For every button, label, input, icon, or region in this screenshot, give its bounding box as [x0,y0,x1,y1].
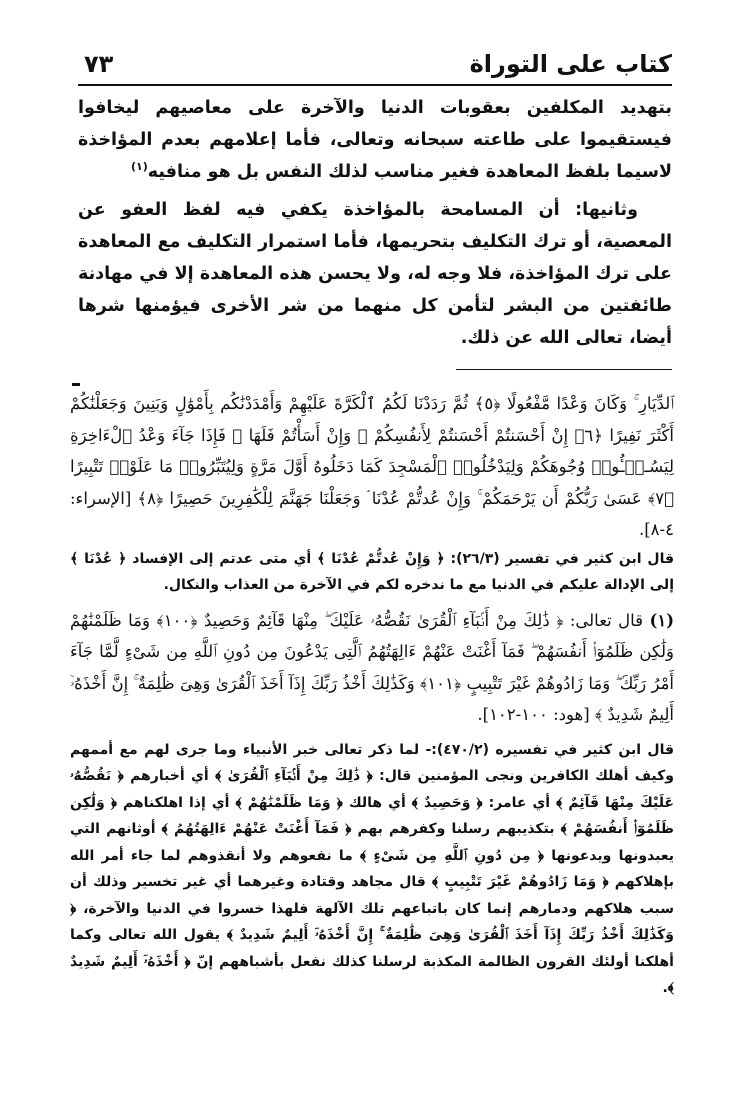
page-number: ٧٣ [84,50,114,78]
footnote-verse-1: ٱلدِّيَارِ ۚ وَكَانَ وَعْدًا مَّفْعُولًا ﴿٥﴾ ثُمَّ رَدَدْنَا لَكُمُ ٱلْكَرَّةَ عَلَيْهِمْ وَأَمْدَدْنَٰكُم بِأَمْوَٰلٍ وَبَنِينَ وَجَعَلْنَٰكُمْ أَكْثَرَ نَفِيرًا ﴿٦﴾ إِنْ أَحْسَنتُمْ أَحْسَنتُمْ لِأَنفُسِكُمْ ۖ وَإِنْ أَسَأْتُمْ فَلَهَا ۚ فَإِذَا جَآءَ وَعْدُ ٱلْءَاخِرَةِ لِيَسُـۥٓـُٔوا۟ وُجُوهَكُمْ وَلِيَدْخُلُوا۟ ٱلْمَسْجِدَ كَمَا دَخَلُوهُ أَوَّلَ مَرَّةٍ وَلِيُتَبِّرُوا۟ مَا عَلَوْا۟ تَتْبِيرًا ﴿٧﴾ عَسَىٰ رَبُّكُمْ أَن يَرْحَمَكُمْ ۚ وَإِنْ عُدتُّمْ عُدْنَا ۘ وَجَعَلْنَا جَهَنَّمَ لِلْكَٰفِرِينَ حَصِيرًا ﴿٨﴾ [الإسراء: ٤-٨]. [70,394,674,539]
footnotes [70,388,674,1002]
footnote-ref: (١) [131,160,148,174]
paragraph-2: وثانيها: أن المسامحة بالمؤاخذة يكفي فيه لفظ العفو عن المعصية، أو ترك التكليف بتحريمها، فأما استمرار التكليف مع المعاهدة على ترك المؤاخذة، فلا وجه له، ولا يحسن هذه المعاهدة إلا في مهادنة طائفتين من البشر لتأمن كل منهما من شر الأخرى فيؤمنها شرها أيضا، تعالى الله عن ذلك. [78,200,672,348]
footnote-1 [70,605,674,731]
paragraph-1-text: بتهديد المكلفين بعقوبات الدنيا والآخرة على معاصيهم ليخافوا فيستقيموا على طاعته سبحانه وتعالى، فأما إعلامهم بعدم المؤاخذة لاسيما بلفظ المعاهدة فغير مناسب لذلك النفس بل هو منافيه [78,98,672,182]
margin-mark [72,383,80,386]
paragraph-1 [78,92,672,188]
footnote-separator [456,369,672,370]
page-header [78,48,672,86]
footnote-verse-2: قال تعالى: ﴿ ذَٰلِكَ مِنْ أَنۢبَآءِ ٱلْقُرَىٰ نَقُصُّهُۥ عَلَيْكَ ۖ مِنْهَا قَآئِمٌ وَحَصِيدٌ ﴿١٠٠﴾ وَمَا ظَلَمْنَٰهُمْ وَلَٰكِن ظَلَمُوٓا۟ أَنفُسَهُمْ ۖ فَمَآ أَغْنَتْ عَنْهُمْ ءَالِهَتُهُمُ ٱلَّتِى يَدْعُونَ مِن دُونِ ٱللَّهِ مِن شَىْءٍ لَّمَّا جَآءَ أَمْرُ رَبِّكَ ۖ وَمَا زَادُوهُمْ غَيْرَ تَتْبِيبٍ ﴿١٠١﴾ وَكَذَٰلِكَ أَخْذُ رَبِّكَ إِذَآ أَخَذَ ٱلْقُرَىٰ وَهِىَ ظَٰلِمَةٌ ۚ إِنَّ أَخْذَهُۥٓ أَلِيمٌ شَدِيدٌ ﴾ [هود: ١٠٠-١٠٢]. [70,610,674,724]
footnote-number: (١) [649,610,675,630]
footnote-comment-2: قال ابن كثير في تفسيره (٤٧٠/٢):- لما ذكر تعالى خبر الأنبياء وما جرى لهم مع أممهم وكيف أهلك الكافرين ونجى المؤمنين قال: ﴿ ذَٰلِكَ مِنْ أَنۢبَآءِ ٱلْقُرَىٰ ﴾ أي أخبارهم ﴿ نَقُصُّهُۥ عَلَيْكَ مِنْهَا قَآئِمٌ ﴾ أي عامر: ﴿ وَحَصِيدٌ ﴾ أي هالك ﴿ وَمَا ظَلَمْنَٰهُمْ ﴾ أي إذا اهلكناهم ﴿ وَلَٰكِن ظَلَمُوٓا۟ أَنفُسَهُمْ ﴾ بتكذيبهم رسلنا وكفرهم بهم ﴿ فَمَآ أَغْنَتْ عَنْهُمْ ءَالِهَتُهُمُ ﴾ أوثانهم التي يعبدونها ويدعونها ﴿ مِن دُونِ ٱللَّهِ مِن شَىْءٍ ﴾ ما نفعوهم ولا أنقذوهم لما جاء أمر الله بإهلاكهم ﴿ وَمَا زَادُوهُمْ غَيْرَ تَتْبِيبٍ ﴾ قال مجاهد وقتادة وغيرهما أي غير تخسير وذلك أن سبب هلاكهم ودمارهم إنما كان باتباعهم تلك الآلهة فلهذا خسروا في الدنيا والآخرة، ﴿ وَكَذَٰلِكَ أَخْذُ رَبِّكَ إِذَآ أَخَذَ ٱلْقُرَىٰ وَهِىَ ظَٰلِمَةٌ ۚ إِنَّ أَخْذَهُۥٓ أَلِيمٌ شَدِيدٌ ﴾ يقول الله تعالى وكما أهلكنا أولئك القرون الظالمة المكذبة لرسلنا كذلك نفعل بأشباههم إنّ ﴿ أَخْذَهُۥٓ أَلِيمٌ شَدِيدٌ ﴾. [70,741,674,996]
main-text [78,92,672,354]
footnote-comment-1: قال ابن كثير في تفسير (٢٦/٣): ﴿ وَإِنْ عُدتُّمْ عُدْنَا ﴾ أي متى عدتم إلى الإفساد ﴿ عُدْنَا ﴾ إلى الإدالة عليكم في الدنيا مع ما ندخره لكم في الآخرة من العذاب والنكال. [70,550,674,593]
running-title: كتاب على التوراة [469,50,672,78]
